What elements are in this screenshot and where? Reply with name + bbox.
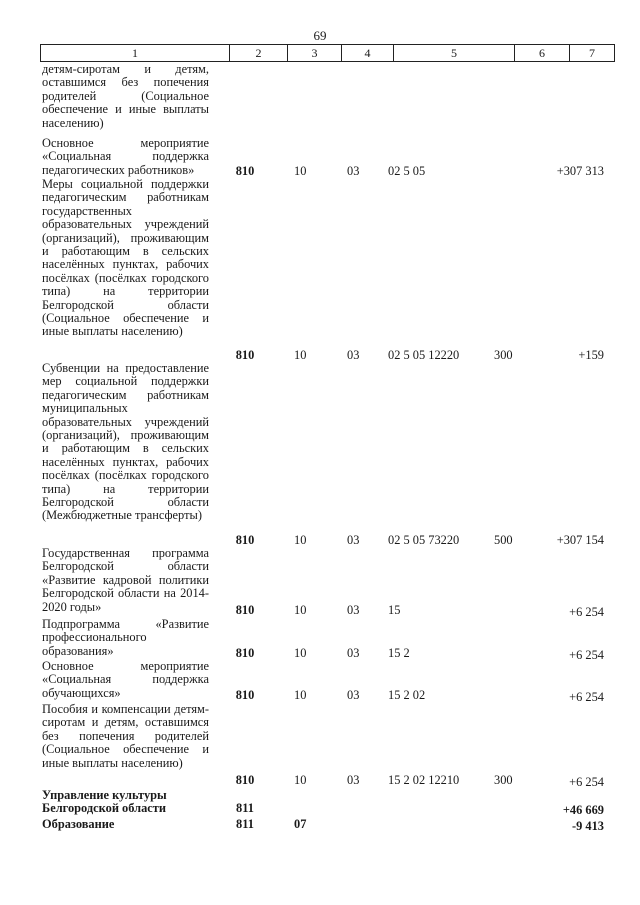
header-col-3: 3 xyxy=(288,45,342,61)
row-col-3: 10 xyxy=(294,688,307,702)
row-col-7: +159 xyxy=(578,348,604,362)
row-col-5: 02 5 05 73220 xyxy=(388,533,460,547)
row-col-2: 811 xyxy=(236,817,254,831)
row-col-5: 02 5 05 xyxy=(388,164,426,178)
row-col-2: 810 xyxy=(235,603,255,617)
header-col-5: 5 xyxy=(394,45,515,61)
row-description: Образование xyxy=(42,817,115,831)
row-description: Субвенции на предоставление мер социальной поддержки педагогическим работникам муниципальных образовательных учреждений (организаций), проживающим и работающим в сельских населённых пунктах, рабочих посёлках (посёлках городского типа) на территории Белгородской области (Межбюджетные трансферты) xyxy=(42,361,209,523)
header-col-1: 1 xyxy=(41,45,230,61)
row-col-3: 10 xyxy=(294,348,307,362)
row-col-3: 07 xyxy=(294,817,307,831)
row-col-4: 03 xyxy=(347,773,360,787)
row-col-2: 810 xyxy=(235,164,255,178)
row-description: Пособия и компенсации детям-сиротам и детям, оставшимся без попечения родителей (Социальное обеспечение и иные выплаты населению) xyxy=(42,702,209,770)
row-col-2: 811 xyxy=(236,801,254,815)
row-description: Подпрограмма «Развитие профессионального образования» xyxy=(42,617,209,658)
row-col-3: 10 xyxy=(294,533,307,547)
row-col-7: +307 154 xyxy=(556,533,604,547)
row-col-5: 15 2 02 xyxy=(388,688,426,702)
row-col-7: +6 254 xyxy=(569,648,604,662)
row-col-4: 03 xyxy=(347,603,360,617)
row-col-4: 03 xyxy=(347,646,360,660)
row-col-3: 10 xyxy=(294,773,307,787)
table-header xyxy=(40,44,615,62)
row-col-7: +6 254 xyxy=(569,605,604,619)
row-col-7: -9 413 xyxy=(571,819,604,833)
row-col-6: 300 xyxy=(494,348,513,362)
row-col-3: 10 xyxy=(294,646,307,660)
row-col-4: 03 xyxy=(347,348,360,362)
row-col-4: 03 xyxy=(347,164,360,178)
row-col-2: 810 xyxy=(235,688,255,702)
row-col-2: 810 xyxy=(235,533,255,547)
row-col-7: +307 313 xyxy=(556,164,604,178)
header-col-7: 7 xyxy=(589,45,595,60)
row-description: Государственная программа Белгородской области «Развитие кадровой политики Белгородской области на 2014-2020 годы» xyxy=(42,546,209,614)
row-col-3: 10 xyxy=(294,164,307,178)
row-col-2: 810 xyxy=(235,773,255,787)
row-col-4: 03 xyxy=(347,688,360,702)
row-col-4: 03 xyxy=(347,533,360,547)
row-description: Основное мероприятие «Социальная поддержка обучающихся» xyxy=(42,659,209,700)
row-col-7: +6 254 xyxy=(569,690,604,704)
header-col-4: 4 xyxy=(342,45,394,61)
row-description: Меры социальной поддержки педагогическим работникам государственных образовательных учреждений (организаций), проживающим и работающим в сельских населённых пунктах, рабочих посёлках (посёлках городского типа) на территории Белгородской области (Социальное обеспечение и иные выплаты населению) xyxy=(42,177,209,339)
page-number: 69 xyxy=(313,28,327,43)
row-description: Управление культуры Белгородской области xyxy=(42,788,167,816)
row-col-5: 15 2 02 12210 xyxy=(388,773,460,787)
header-col-2: 2 xyxy=(230,45,288,61)
row-col-5: 15 xyxy=(388,603,401,617)
row-description: детям-сиротам и детям, оставшимся без попечения родителей (Социальное обеспечение и иные выплаты населению) xyxy=(42,62,209,130)
row-col-5: 15 2 xyxy=(388,646,410,660)
row-col-2: 810 xyxy=(235,348,255,362)
row-col-3: 10 xyxy=(294,603,307,617)
row-col-2: 810 xyxy=(235,646,255,660)
row-col-6: 300 xyxy=(494,773,513,787)
header-col-6: 6 xyxy=(515,45,570,61)
row-col-6: 500 xyxy=(494,533,513,547)
row-col-7: +46 669 xyxy=(562,803,604,817)
row-col-5: 02 5 05 12220 xyxy=(388,348,460,362)
row-col-7: +6 254 xyxy=(569,775,604,789)
row-description: Основное мероприятие «Социальная поддержка педагогических работников» xyxy=(42,136,209,177)
